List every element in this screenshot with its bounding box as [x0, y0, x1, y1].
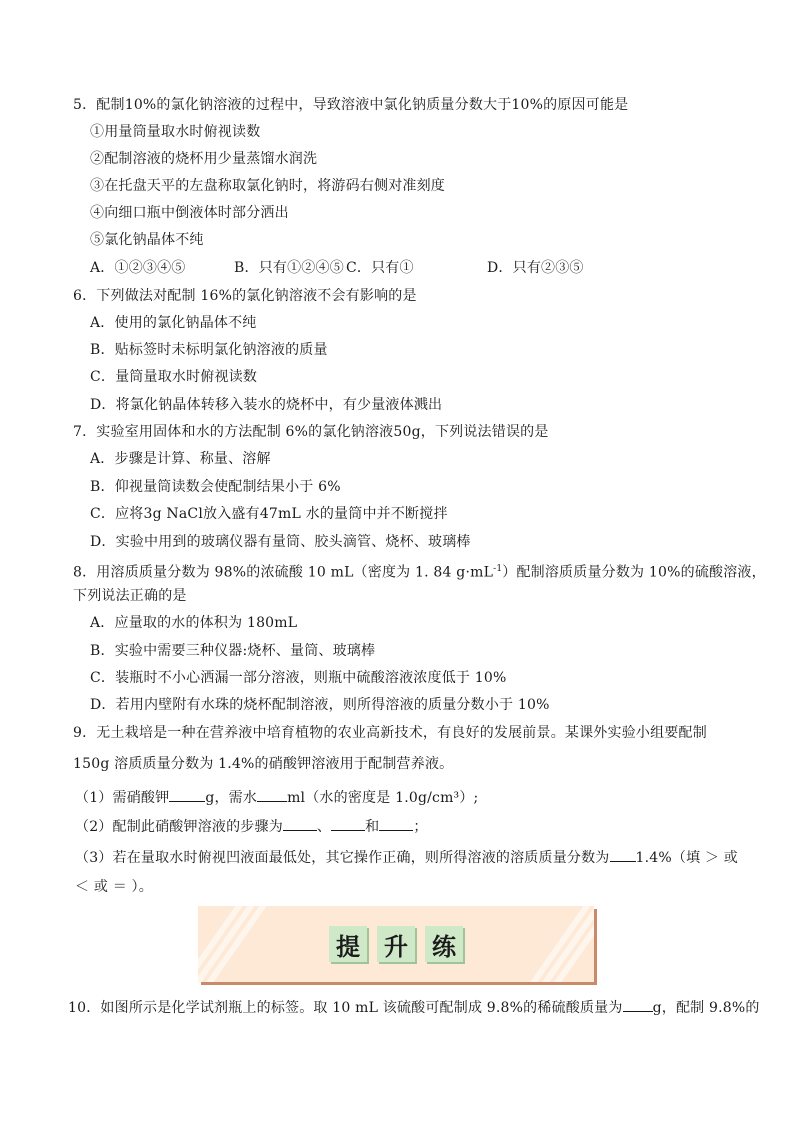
q8-stem-b: ）配制溶质质量分数为 10%的硫酸溶液，: [502, 564, 766, 581]
q9-blank-2[interactable]: [257, 787, 287, 802]
q8-stem: [73, 560, 766, 582]
q8-option-b: B．实验中需要三种仪器:烧杯、量筒、玻璃棒: [90, 643, 376, 659]
q7-option-b: B．仰视量筒读数会使配制结果小于 6%: [90, 479, 341, 495]
q9-p3-a: （3）若在量取水时俯视凹液面最低处，其它操作正确，则所得溶液的溶质质量分数为: [75, 850, 610, 866]
banner-char-3: 练: [425, 926, 463, 962]
q8-option-c: C．装瓶时不小心洒漏一部分溶液，则瓶中硫酸溶液浓度低于 10%: [90, 670, 507, 686]
q9-part-3-line2: ＜ 或 ＝ ）。: [75, 879, 153, 895]
q8-option-a: A．应量取的水的体积为 180mL: [90, 615, 298, 631]
q8-stem-sup: -1: [493, 564, 503, 574]
q9-p1-b: g，需水: [205, 790, 258, 806]
q5-item-3: ③在托盘天平的左盘称取氯化钠时，将游码右侧对准刻度: [90, 178, 445, 194]
q5-option-c: C．只有①: [346, 260, 414, 276]
q8-stem-line2: 下列说法正确的是: [73, 588, 187, 604]
q9-part-2: [75, 816, 428, 836]
q9-blank-6[interactable]: [610, 847, 636, 862]
q9-blank-3[interactable]: [283, 816, 317, 831]
q10-blank-1[interactable]: [623, 997, 653, 1012]
q9-p2-d: ；: [413, 819, 428, 835]
q5-item-1: ①用量筒量取水时俯视读数: [90, 124, 261, 140]
q6-stem: 6．下列做法对配制 16%的氯化钠溶液不会有影响的是: [73, 288, 417, 304]
q5-options: [90, 259, 584, 277]
q9-part-1: [75, 787, 478, 807]
q9-p1-c: ml（水的密度是 1.0g/cm³）;: [287, 790, 479, 806]
banner-title: [198, 926, 594, 962]
q9-stem-line2: 150g 溶质质量分数为 1.4%的硝酸钾溶液用于配制营养液。: [73, 756, 454, 772]
q5-item-5: ⑤氯化钠晶体不纯: [90, 232, 204, 248]
q10-stem: [68, 997, 760, 1017]
q9-blank-4[interactable]: [331, 816, 365, 831]
q5-option-a: A．①②③④⑤: [90, 260, 186, 276]
q6-option-c: C．量筒量取水时俯视读数: [90, 369, 258, 385]
q10-stem-a: 10．如图所示是化学试剂瓶上的标签。取 10 mL 该硫酸可配制成 9.8%的稀硫酸质量为: [68, 1000, 623, 1016]
q10-stem-b: g，配制 9.8%的: [652, 1000, 760, 1016]
banner-char-2: 升: [377, 926, 415, 962]
q8-stem-a: 8．用溶质质量分数为 98%的浓硫酸 10 mL（密度为 1. 84 g·mL: [73, 564, 494, 581]
q6-option-b: B．贴标签时未标明氯化钠溶液的质量: [90, 342, 328, 358]
q5-item-4: ④向细口瓶中倒液体时部分洒出: [90, 205, 289, 221]
q9-stem: 9．无土栽培是一种在营养液中培育植物的农业高新技术，有良好的发展前景。某课外实验小组要配制: [73, 725, 707, 741]
q5-option-b: B．只有①②④⑤: [234, 260, 344, 276]
q6-option-a: A．使用的氯化钠晶体不纯: [90, 315, 257, 331]
q7-option-c: C．应将3g NaCl放入盛有47mL 水的量筒中并不断搅拌: [90, 506, 448, 522]
q9-p2-c: 和: [365, 819, 380, 835]
q8-option-d: D．若用内壁附有水珠的烧杯配制溶液，则所得溶液的质量分数小于 10%: [90, 697, 550, 713]
section-banner: [198, 906, 594, 982]
q9-p1-a: （1）需硝酸钾: [75, 790, 170, 806]
q5-item-2: ②配制溶液的烧杯用少量蒸馏水润洗: [90, 151, 318, 167]
q7-stem: 7．实验室用固体和水的方法配制 6%的氯化钠溶液50g，下列说法错误的是: [73, 424, 549, 440]
q9-blank-1[interactable]: [169, 787, 205, 802]
q9-blank-5[interactable]: [379, 816, 413, 831]
q5-stem: 5．配制10%的氯化钠溶液的过程中，导致溶液中氯化钠质量分数大于10%的原因可能是: [73, 97, 629, 113]
q9-p2-b: 、: [316, 819, 332, 835]
banner-char-1: 提: [329, 926, 367, 962]
q7-option-a: A．步骤是计算、称量、溶解: [90, 451, 271, 467]
q9-p2-a: （2）配制此硝酸钾溶液的步骤为: [75, 819, 283, 835]
q9-part-3: [75, 847, 738, 867]
q6-option-d: D．将氯化钠晶体转移入装水的烧杯中，有少量液体溅出: [90, 397, 443, 413]
q7-option-d: D．实验中用到的玻璃仪器有量筒、胶头滴管、烧杯、玻璃棒: [90, 534, 471, 550]
q9-p3-b: 1.4%（填 ＞ 或: [635, 850, 738, 866]
q5-option-d: D．只有②③⑤: [487, 260, 584, 276]
